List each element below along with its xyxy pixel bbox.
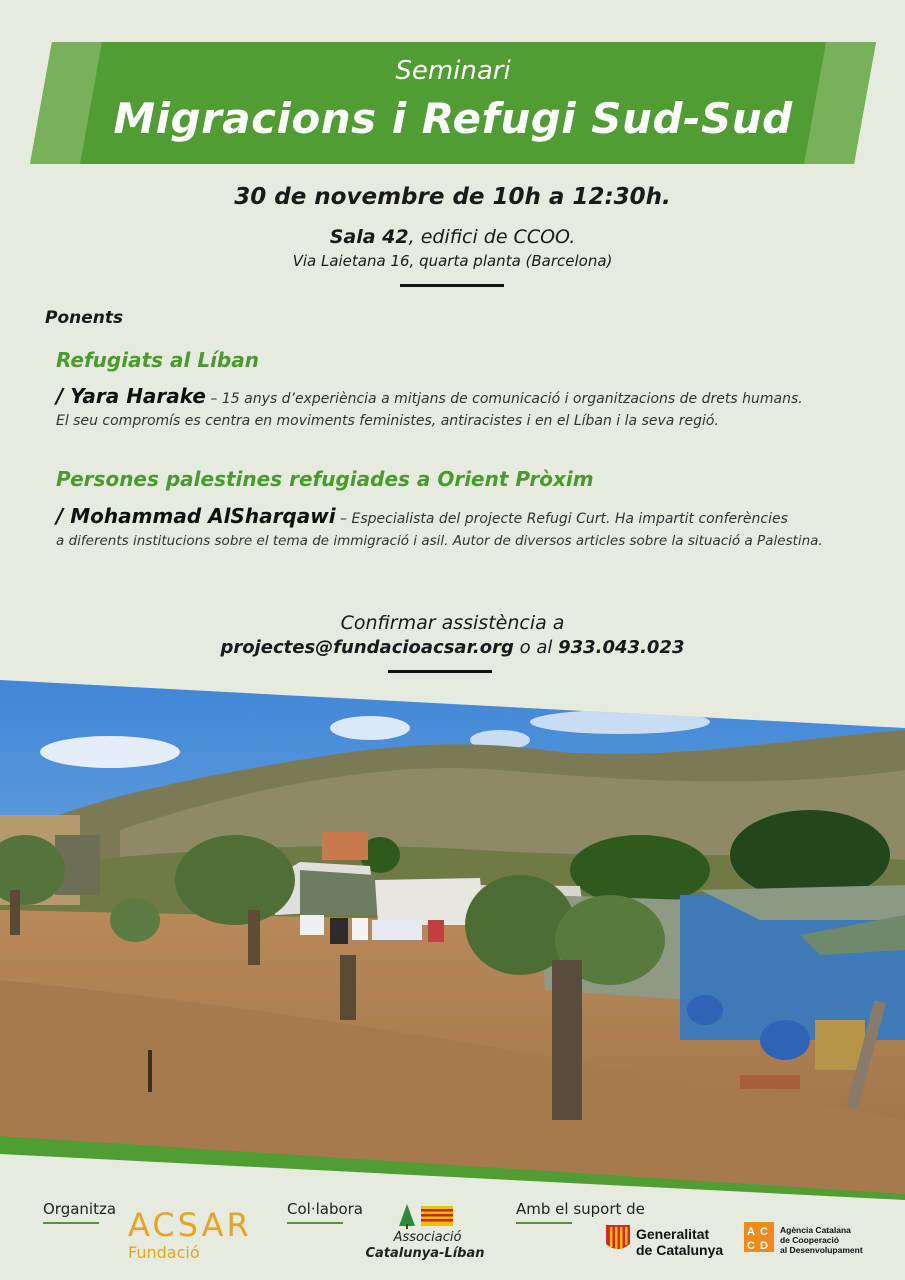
- speaker-bio-1a: 15 anys d’experiència a mitjans de comunicació i organitzacions de drets humans.: [221, 391, 803, 407]
- speaker-name-2: / Mohammad AlSharqawi: [56, 504, 336, 528]
- organizer-label: Organitza: [43, 1200, 117, 1218]
- svg-text:D: D: [760, 1240, 768, 1252]
- green-stripe: [0, 1130, 905, 1200]
- cedar-flag-icon: [397, 1202, 457, 1230]
- assoc-line1: Associació: [393, 1230, 462, 1245]
- seminar-title: Migracions i Refugi Sud-Sud: [113, 94, 793, 143]
- speaker-dash-2: –: [335, 511, 352, 527]
- speaker-bio-2b: a diferents institucions sobre el tema de immigració i asil. Autor de diversos articles sobre la situació a Palestina.: [56, 533, 823, 549]
- svg-text:C: C: [747, 1240, 755, 1252]
- speakers-heading: Ponents: [45, 308, 124, 328]
- topic-heading-2: Persones palestines refugiades a Orient Pròxim: [56, 467, 594, 491]
- svg-text:C: C: [760, 1226, 768, 1238]
- support-underline: [516, 1222, 572, 1224]
- rsvp-email[interactable]: projectes@fundacioacsar.org: [220, 637, 514, 658]
- building-name: , edifici de CCOO.: [408, 226, 576, 248]
- event-datetime: 30 de novembre de 10h a 12:30h.: [234, 184, 671, 210]
- accd-line2: de Cooperació: [780, 1235, 840, 1245]
- acsar-logo-sub: Fundació: [128, 1243, 200, 1262]
- generalitat-line1: Generalitat: [636, 1226, 710, 1242]
- accd-logo-icon: [744, 1222, 774, 1252]
- event-address: Via Laietana 16, quarta planta (Barcelona): [292, 252, 613, 270]
- rsvp-text: Confirmar assistència a: [340, 612, 565, 634]
- topic-heading-1: Refugiats al Líban: [56, 348, 259, 372]
- accd-line3: al Desenvolupament: [780, 1245, 863, 1255]
- accd-line1: Agència Catalana: [780, 1225, 851, 1235]
- generalitat-emblem-icon: [605, 1224, 631, 1254]
- organizer-underline: [43, 1222, 99, 1224]
- rsvp-connector: o al: [513, 637, 559, 658]
- room-name: Sala 42: [329, 226, 409, 248]
- accd-text: [780, 1225, 863, 1255]
- acsar-logo: ACSAR: [128, 1206, 252, 1244]
- speaker-dash-1: –: [205, 391, 222, 407]
- speaker-name-1: / Yara Harake: [56, 384, 206, 408]
- seminar-kicker: Seminari: [395, 56, 511, 86]
- assoc-line2: Catalunya-Líban: [365, 1246, 485, 1261]
- speaker-bio-2a: Especialista del projecte Refugi Curt. Ha impartit conferències: [351, 511, 788, 527]
- collab-underline: [287, 1222, 343, 1224]
- support-label: Amb el suport de: [516, 1200, 645, 1218]
- svg-text:A: A: [747, 1226, 755, 1238]
- speaker-bio-1b: El seu compromís es centra en moviments feministes, antiracistes i en el Líban i la seva regió.: [56, 413, 719, 429]
- collab-label: Col·labora: [287, 1200, 364, 1218]
- generalitat-text: [636, 1226, 723, 1258]
- rsvp-phone[interactable]: 933.043.023: [558, 637, 685, 658]
- generalitat-line2: de Catalunya: [636, 1242, 724, 1258]
